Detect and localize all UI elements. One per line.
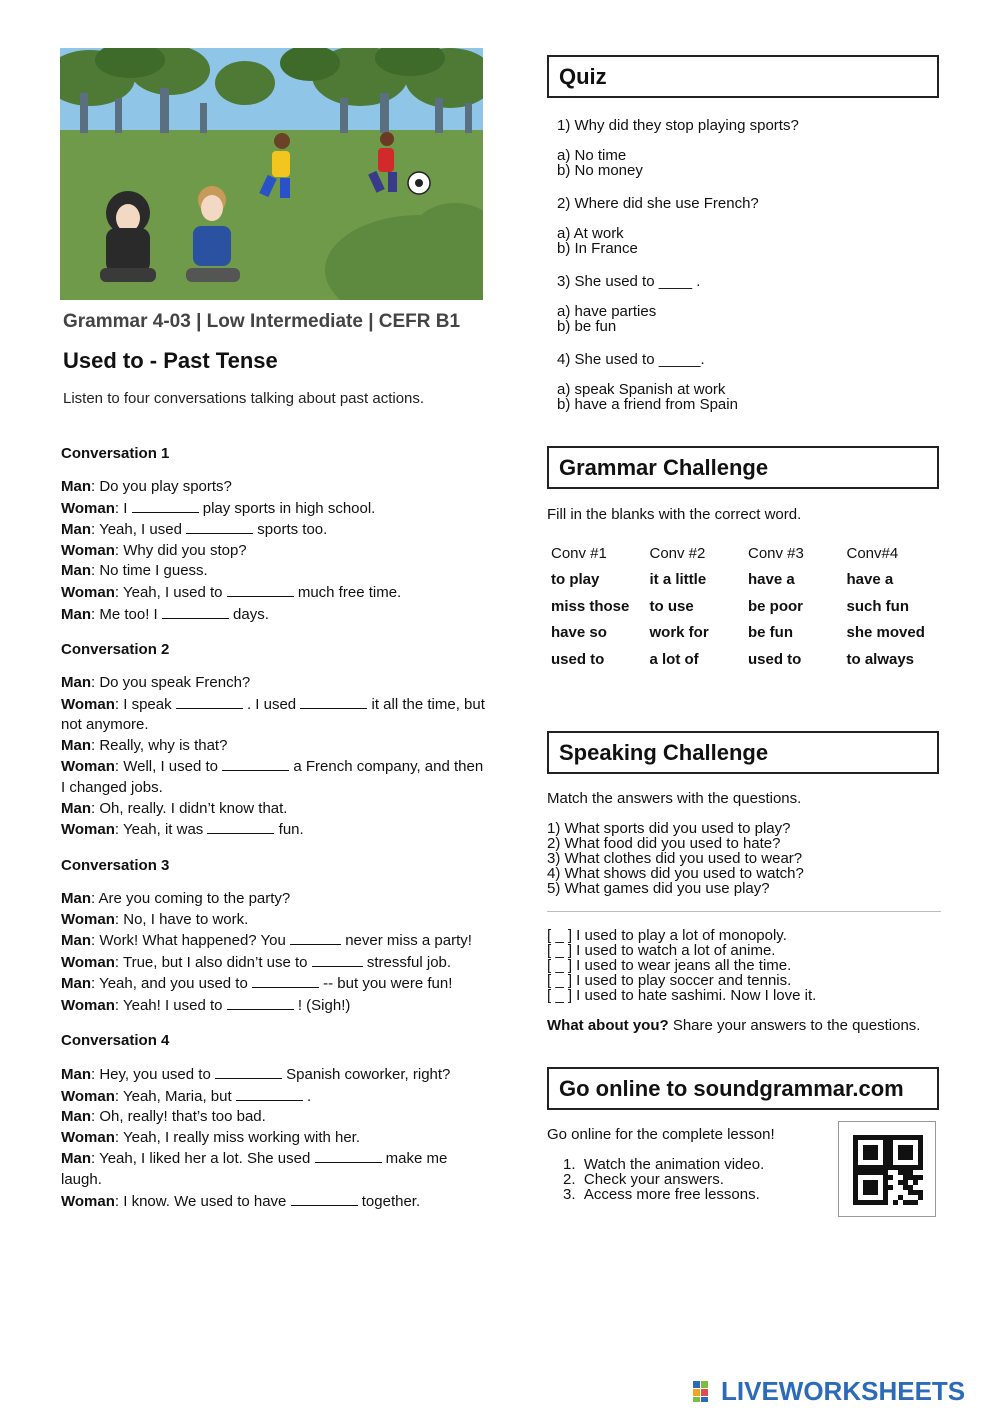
- dialogue-text: : Well, I used to: [114, 758, 223, 776]
- dialogue-text: : Do you speak French?: [91, 674, 251, 691]
- quiz-option-a[interactable]: a) speak Spanish at work: [557, 381, 726, 398]
- speaking-question-list: [547, 821, 804, 896]
- dialogue-text: fun.: [274, 821, 304, 839]
- answer-blank[interactable]: [252, 973, 319, 988]
- dialogue-line: [61, 819, 491, 841]
- speaker-label: Woman: [61, 541, 115, 559]
- dialogue-line: [61, 930, 491, 952]
- conversation-3: [61, 857, 491, 1017]
- dialogue-line: [61, 1191, 491, 1213]
- what-about-you-label: What about you?: [547, 1017, 669, 1034]
- speaker-label: Woman: [61, 1192, 115, 1210]
- conversation-title: Conversation 2: [61, 641, 170, 658]
- answer-blank[interactable]: [132, 498, 199, 513]
- grid-word: a lot of: [649, 650, 699, 668]
- quiz-question: 3) She used to ____ .: [557, 273, 701, 290]
- speaking-question: 4) What shows did you used to watch?: [547, 865, 804, 882]
- step-number: 3.: [563, 1186, 576, 1203]
- dialogue-text: : No time I guess.: [91, 562, 208, 580]
- dialogue-line: [61, 952, 491, 974]
- dialogue-text: a French company, and then: [289, 758, 484, 776]
- answer-blank[interactable]: [215, 1064, 282, 1079]
- what-about-you: [547, 1017, 920, 1034]
- conversation-title: Conversation 1: [61, 445, 170, 462]
- quiz-question: 1) Why did they stop playing sports?: [557, 117, 799, 134]
- dialogue-text: : I know. We used to have: [114, 1192, 291, 1210]
- dialogue-text: much free time.: [293, 583, 402, 601]
- speaker-label: Woman: [61, 821, 115, 839]
- dialogue-text: : Really, why is that?: [91, 736, 228, 754]
- dialogue-line: [61, 756, 491, 778]
- speaker-label: Man: [61, 890, 91, 907]
- dialogue-line: [61, 541, 491, 562]
- dialogue-text: : Yeah, Maria, but: [114, 1087, 236, 1105]
- conversation-title: Conversation 4: [61, 1032, 170, 1049]
- quiz-question: 4) She used to _____.: [557, 351, 705, 368]
- online-steps: [563, 1157, 764, 1202]
- answer-blank[interactable]: [186, 519, 253, 534]
- dialogue-text: : Oh, really. I didn’t know that.: [91, 799, 288, 817]
- speaking-answer[interactable]: [ _ ] I used to hate sashimi. Now I love it.: [547, 987, 817, 1004]
- dialogue-text: : Yeah, it was: [114, 821, 208, 839]
- speaker-label: Woman: [61, 758, 115, 776]
- grid-row: [551, 593, 951, 620]
- dialogue-text: : No, I have to work.: [114, 910, 249, 928]
- step-number: 2.: [563, 1171, 576, 1188]
- dialogue-line: [61, 736, 491, 757]
- grid-word: have so: [551, 624, 607, 642]
- dialogue-line: [61, 477, 491, 498]
- dialogue-line: [61, 1170, 491, 1191]
- speaker-label: Man: [61, 562, 91, 580]
- online-step: [563, 1157, 764, 1172]
- dialogue-line: [61, 715, 491, 736]
- dialogue-line: [61, 582, 491, 604]
- dialogue-text: not anymore.: [61, 716, 149, 734]
- dialogue-text: stressful job.: [362, 953, 452, 971]
- speaker-label: Man: [61, 1150, 91, 1168]
- speaker-label: Man: [61, 1108, 91, 1126]
- dialogue-text: together.: [357, 1192, 421, 1210]
- grid-word: have a: [748, 571, 795, 589]
- speaking-answer[interactable]: [ _ ] I used to play soccer and tennis.: [547, 972, 792, 989]
- quiz-options: [557, 148, 643, 178]
- dialogue-text: ! (Sigh!): [293, 996, 351, 1014]
- speaker-label: Woman: [61, 583, 115, 601]
- dialogue-text: it all the time, but: [367, 695, 485, 713]
- quiz-options: [557, 304, 656, 334]
- speaker-label: Woman: [61, 1128, 115, 1146]
- speaking-question: 1) What sports did you used to play?: [547, 820, 791, 837]
- liveworksheets-logo: [693, 1377, 989, 1405]
- grid-header-row: [551, 540, 951, 567]
- dialogue-line: [61, 799, 491, 820]
- conversation-title: Conversation 3: [61, 857, 170, 874]
- answer-blank[interactable]: [227, 995, 294, 1010]
- speaker-label: Woman: [61, 996, 115, 1014]
- speaker-label: Man: [61, 605, 91, 623]
- speaking-answer[interactable]: [ _ ] I used to wear jeans all the time.: [547, 957, 792, 974]
- liveworksheets-logo-text: LIVEWORKSHEETS: [721, 1375, 966, 1406]
- grid-word: to use: [649, 597, 694, 615]
- answer-blank[interactable]: [290, 930, 341, 945]
- dialogue-text: : Yeah, I liked her a lot. She used: [91, 1150, 315, 1168]
- grid-word: such fun: [846, 597, 909, 615]
- answer-blank[interactable]: [312, 952, 363, 967]
- dialogue-text: make me: [381, 1150, 448, 1168]
- dialogue-text: : Yeah, I really miss working with her.: [114, 1128, 361, 1146]
- speaking-answer-list: [547, 928, 816, 1003]
- answer-blank[interactable]: [291, 1191, 358, 1206]
- speaking-question: 5) What games did you use play?: [547, 880, 770, 897]
- online-heading: Go online to soundgrammar.com: [547, 1067, 939, 1110]
- grid-header: Conv #3: [748, 544, 804, 562]
- step-number: 1.: [563, 1156, 576, 1173]
- speaking-answer[interactable]: [ _ ] I used to play a lot of monopoly.: [547, 927, 787, 944]
- dialogue-text: : Yeah! I used to: [114, 996, 227, 1014]
- dialogue-line: [61, 1128, 491, 1149]
- speaker-label: Man: [61, 975, 91, 993]
- speaker-label: Man: [61, 799, 91, 817]
- speaking-answer[interactable]: [ _ ] I used to watch a lot of anime.: [547, 942, 776, 959]
- dialogue-line: [61, 973, 491, 995]
- quiz-option-b[interactable]: b) No money: [557, 162, 643, 179]
- dialogue-line: [61, 889, 491, 910]
- dialogue-text: : Do you play sports?: [91, 478, 232, 495]
- grid-word: it a little: [649, 571, 707, 589]
- grid-word: she moved: [846, 624, 925, 642]
- qr-code-frame[interactable]: [838, 1121, 936, 1217]
- quiz-option-a[interactable]: a) No time: [557, 147, 627, 164]
- dialogue-line: [61, 910, 491, 931]
- quiz-option-a[interactable]: a) At work: [557, 225, 624, 242]
- grid-word: to play: [551, 571, 600, 589]
- dialogue-line: [61, 694, 491, 716]
- dialogue-line: [61, 561, 491, 582]
- conversation-2: [61, 641, 491, 841]
- answer-blank[interactable]: [236, 1086, 303, 1101]
- dialogue-text: : Are you coming to the party?: [91, 890, 291, 907]
- speaker-label: Woman: [61, 910, 115, 928]
- what-about-you-text: Share your answers to the questions.: [668, 1017, 921, 1034]
- dialogue-text: play sports in high school.: [198, 499, 376, 517]
- dialogue-line: [61, 1086, 491, 1108]
- answer-blank[interactable]: [315, 1148, 382, 1163]
- dialogue-text: : Yeah, I used to: [114, 583, 227, 601]
- answer-blank[interactable]: [207, 819, 274, 834]
- dialogue-line: [61, 1064, 491, 1086]
- speaker-label: Man: [61, 1066, 91, 1083]
- dialogue-text: : Me too! I: [91, 605, 162, 623]
- dialogue-text: : Yeah, I used: [91, 521, 187, 539]
- grid-header: Conv#4: [846, 544, 899, 562]
- grid-word: be poor: [748, 597, 803, 615]
- grid-header: Conv #1: [551, 544, 607, 562]
- dialogue-text: I changed jobs.: [61, 778, 163, 796]
- speaker-label: Woman: [61, 695, 115, 713]
- dialogue-line: [61, 1148, 491, 1170]
- quiz-option-b[interactable]: b) be fun: [557, 318, 617, 335]
- speaker-label: Woman: [61, 499, 115, 517]
- liveworksheets-logo-icon: [693, 1379, 717, 1403]
- dialogue-text: laugh.: [61, 1170, 102, 1188]
- speaker-label: Man: [61, 478, 91, 495]
- step-text: Watch the animation video.: [583, 1156, 765, 1173]
- quiz-options: [557, 382, 738, 412]
- grid-word: be fun: [748, 624, 793, 642]
- dialogue-text: Spanish coworker, right?: [281, 1066, 451, 1083]
- dialogue-line: [61, 604, 491, 626]
- grid-row: [551, 567, 951, 594]
- dialogue-text: : Why did you stop?: [114, 541, 247, 559]
- dialogue-text: . I used: [242, 695, 301, 713]
- answer-blank[interactable]: [176, 694, 243, 709]
- dialogue-line: [61, 1107, 491, 1128]
- grammar-instruction: Fill in the blanks with the correct word.: [547, 506, 802, 523]
- conversation-4: [61, 1032, 491, 1212]
- step-text: Check your answers.: [583, 1171, 724, 1188]
- grid-word: miss those: [551, 597, 630, 615]
- speaker-label: Man: [61, 521, 91, 539]
- grid-word: to always: [846, 650, 915, 668]
- dialogue-text: : Yeah, and you used to: [91, 975, 252, 993]
- grid-word: have a: [846, 571, 894, 589]
- speaking-instruction: Match the answers with the questions.: [547, 790, 802, 807]
- park-illustration: [60, 48, 483, 300]
- dialogue-line: [61, 498, 491, 520]
- dialogue-line: [61, 995, 491, 1017]
- quiz-heading: Quiz: [547, 55, 939, 98]
- quiz-option-b[interactable]: b) In France: [557, 240, 638, 257]
- dialogue-text: .: [302, 1087, 312, 1105]
- quiz-option-b[interactable]: b) have a friend from Spain: [557, 396, 738, 413]
- dialogue-text: sports too.: [253, 521, 328, 539]
- online-step: [563, 1187, 764, 1202]
- step-text: Access more free lessons.: [583, 1186, 760, 1203]
- dialogue-text: : Hey, you used to: [91, 1066, 215, 1083]
- divider: [547, 911, 941, 912]
- online-step: [563, 1172, 764, 1187]
- grammar-challenge-heading: Grammar Challenge: [547, 446, 939, 489]
- dialogue-text: : True, but I also didn’t use to: [114, 953, 312, 971]
- quiz-options: [557, 226, 638, 256]
- grid-header: Conv #2: [649, 544, 706, 562]
- online-intro: Go online for the complete lesson!: [547, 1126, 775, 1143]
- dialogue-line: [61, 673, 491, 694]
- answer-blank[interactable]: [300, 694, 367, 709]
- dialogue-text: -- but you were fun!: [318, 975, 453, 993]
- speaking-question: 3) What clothes did you used to wear?: [547, 850, 803, 867]
- grammar-word-grid: [551, 540, 951, 673]
- speaking-challenge-heading: Speaking Challenge: [547, 731, 939, 774]
- quiz-question: 2) Where did she use French?: [557, 195, 759, 212]
- grid-word: used to: [748, 650, 802, 668]
- grid-row: [551, 646, 951, 673]
- grid-row: [551, 620, 951, 647]
- speaker-label: Man: [61, 736, 91, 754]
- speaking-question: 2) What food did you used to hate?: [547, 835, 781, 852]
- speaker-label: Man: [61, 674, 91, 691]
- speaker-label: Man: [61, 932, 91, 950]
- conversation-1: [61, 445, 491, 625]
- answer-blank[interactable]: [227, 582, 294, 597]
- dialogue-text: : Oh, really! that’s too bad.: [91, 1108, 266, 1126]
- dialogue-text: never miss a party!: [341, 932, 472, 950]
- dialogue-text: : I: [114, 499, 132, 517]
- grid-word: used to: [551, 650, 605, 668]
- dialogue-text: : Work! What happened? You: [91, 932, 291, 950]
- lesson-title: Used to - Past Tense: [63, 348, 278, 373]
- answer-blank[interactable]: [162, 604, 229, 619]
- answer-blank[interactable]: [222, 756, 289, 771]
- qr-code-icon: [853, 1135, 923, 1205]
- dialogue-text: days.: [228, 605, 269, 623]
- dialogue-line: [61, 778, 491, 799]
- grid-word: work for: [649, 624, 709, 642]
- lesson-intro: Listen to four conversations talking about past actions.: [63, 390, 425, 407]
- speaker-label: Woman: [61, 953, 115, 971]
- speaker-label: Woman: [61, 1087, 115, 1105]
- lesson-code: Grammar 4-03 | Low Intermediate | CEFR B1: [63, 311, 461, 332]
- quiz-option-a[interactable]: a) have parties: [557, 303, 657, 320]
- dialogue-text: : I speak: [114, 695, 176, 713]
- dialogue-line: [61, 519, 491, 541]
